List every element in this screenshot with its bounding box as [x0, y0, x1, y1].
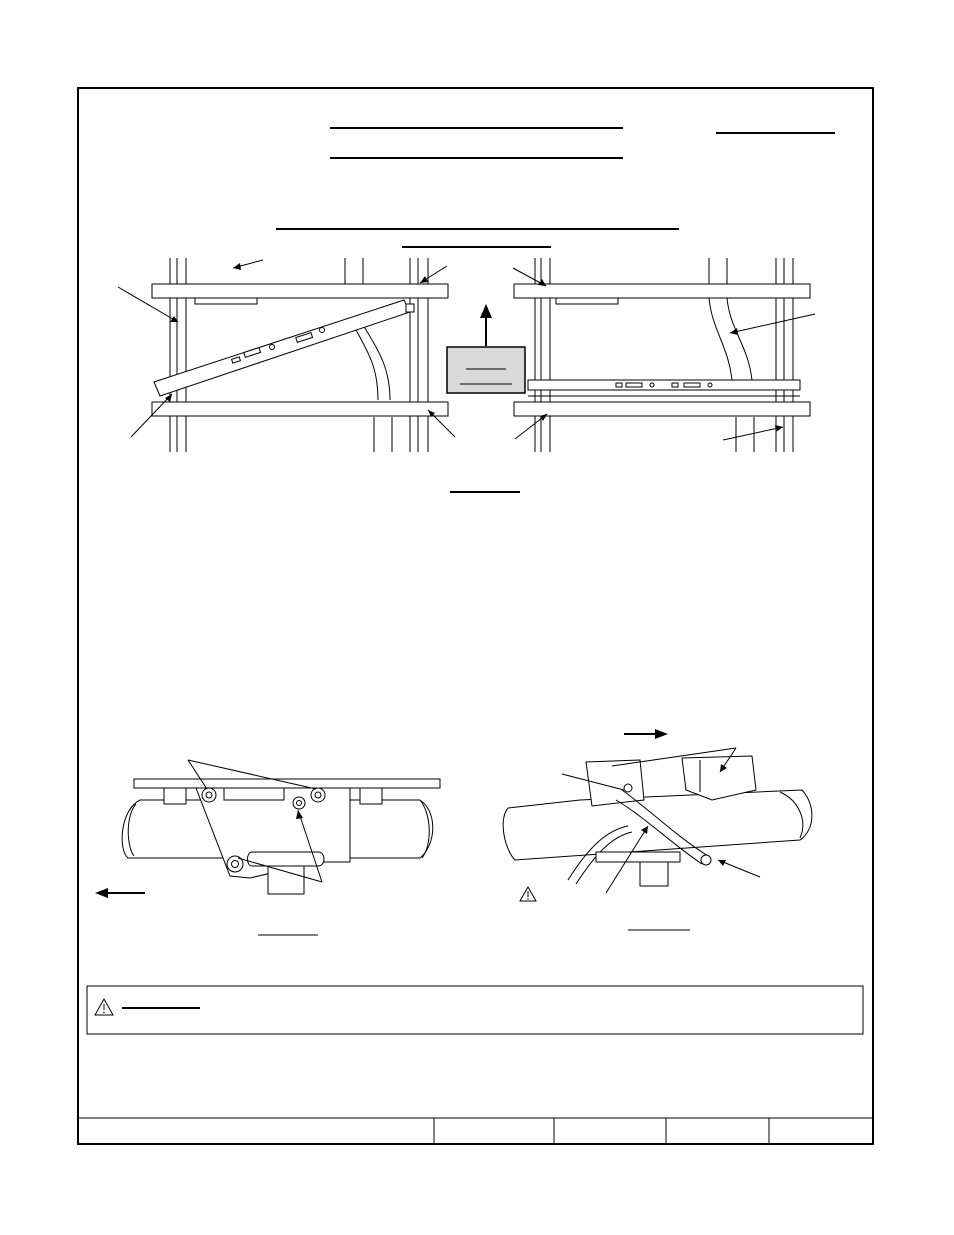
center-direction-box	[447, 304, 525, 393]
warning-triangle-icon	[520, 887, 536, 901]
footer-title-block	[78, 1118, 874, 1144]
top-view-left-assembly	[118, 258, 455, 452]
detail-right-figure	[503, 729, 812, 930]
header-title-rules	[276, 128, 835, 247]
top-view-right-assembly	[513, 258, 815, 452]
detail-left-figure	[95, 760, 440, 935]
caution-box	[87, 986, 863, 1034]
